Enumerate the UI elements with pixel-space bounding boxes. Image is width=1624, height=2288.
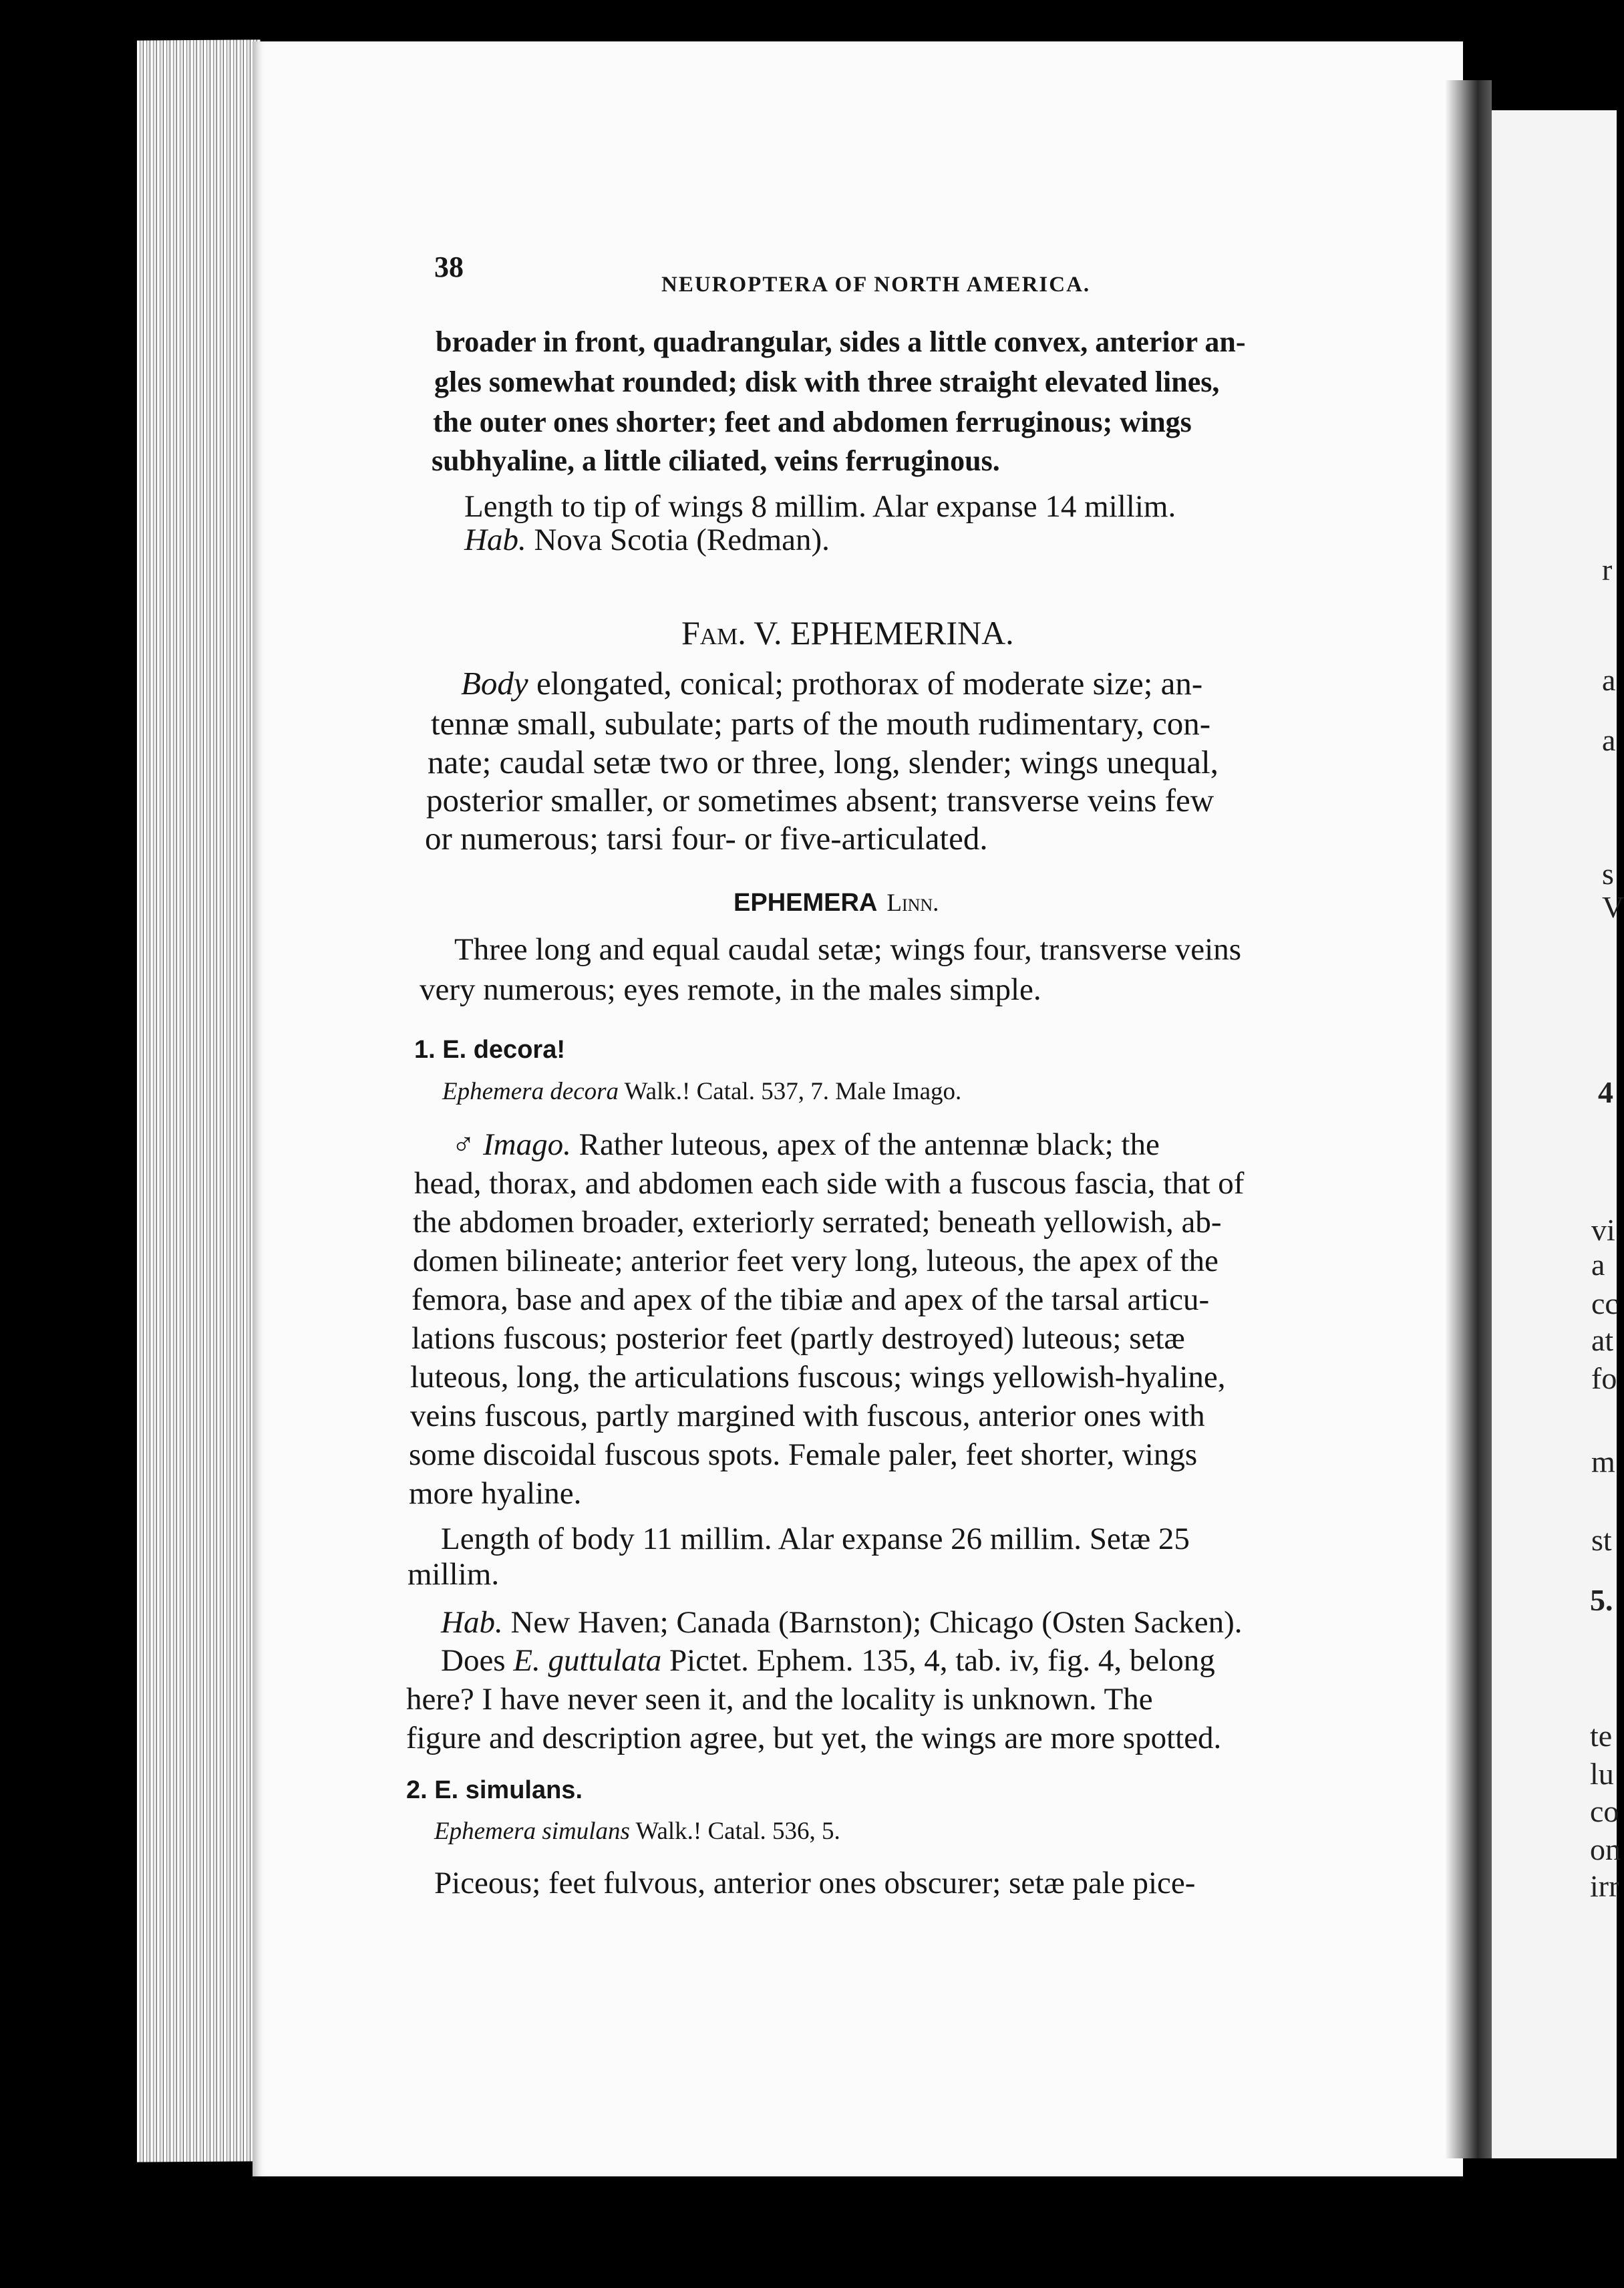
species-description-line: luteous, long, the articulations fuscous; wings yellowish-hyaline, <box>410 1360 1226 1395</box>
habitat-label: Hab. <box>464 523 526 557</box>
family-heading: Fam. V. EPHEMERINA. <box>681 614 1014 652</box>
synonym-name: Ephemera simulans <box>434 1818 630 1845</box>
page-number: 38 <box>434 251 464 283</box>
facing-fragment: V <box>1602 890 1624 924</box>
male-symbol: ♂ <box>452 1127 483 1162</box>
facing-fragment: vi <box>1591 1213 1615 1247</box>
facing-fragment: cc <box>1591 1286 1619 1320</box>
genus-author: Linn. <box>886 889 939 917</box>
facing-fragment: 4 <box>1598 1075 1613 1109</box>
facing-fragment: r <box>1602 553 1613 587</box>
family-line-text: elongated, conical; prothorax of moderate size; an- <box>528 665 1203 702</box>
species-description-line <box>452 1129 1160 1161</box>
intro-habitat <box>464 525 830 556</box>
facing-fragment: 5. <box>1590 1583 1613 1617</box>
family-line: nate; caudal setæ two or three, long, slender; wings unequal, <box>428 744 1219 780</box>
facing-fragment: a <box>1602 723 1616 757</box>
family-line: posterior smaller, or sometimes absent; transverse veins few <box>426 782 1214 819</box>
species-description-line: some discoidal fuscous spots. Female paler, feet shorter, wings <box>409 1437 1198 1472</box>
facing-fragment: a <box>1591 1248 1605 1282</box>
facing-fragment: lu <box>1590 1757 1614 1791</box>
synonym-name: Ephemera decora <box>442 1078 619 1105</box>
species-description-line: domen bilineate; anterior feet very long, luteous, the apex of the <box>413 1244 1219 1278</box>
body-label: Body <box>461 665 528 702</box>
species-description-line: veins fuscous, partly margined with fuscous, anterior ones with <box>410 1399 1205 1433</box>
species-note: here? I have never seen it, and the locality is unknown. The <box>406 1682 1153 1717</box>
species-heading: 1. E. decora! <box>414 1036 565 1064</box>
species-description-line: head, thorax, and abdomen each side with a fuscous fascia, that of <box>414 1166 1245 1201</box>
intro-line: the outer ones shorter; feet and abdomen ferruginous; wings <box>433 406 1192 438</box>
imago-label: Imago. <box>483 1127 571 1162</box>
species-description-line: more hyaline. <box>409 1476 582 1511</box>
facing-fragment: st <box>1591 1523 1612 1557</box>
facing-fragment: at <box>1591 1323 1614 1357</box>
facing-fragment: te <box>1590 1719 1613 1753</box>
species-note <box>441 1645 1215 1677</box>
species-length: Length of body 11 millim. Alar expanse 26 millim. Setæ 25 <box>441 1522 1190 1556</box>
synonym-ref: Walk.! Catal. 537, 7. Male Imago. <box>619 1078 962 1105</box>
species-synonym <box>434 1819 840 1844</box>
note-text: Pictet. Ephem. 135, 4, tab. iv, fig. 4, belong <box>661 1643 1215 1678</box>
note-text: Does <box>441 1643 514 1678</box>
genus-name: EPHEMERA <box>734 889 878 917</box>
genus-line: very numerous; eyes remote, in the males simple. <box>420 972 1041 1007</box>
species-description-line: lations fuscous; posterior feet (partly destroyed) luteous; setæ <box>412 1321 1185 1356</box>
species-habitat <box>441 1607 1242 1638</box>
facing-fragment: on <box>1590 1832 1621 1866</box>
genus-line: Three long and equal caudal setæ; wings four, transverse veins <box>454 932 1241 967</box>
facing-fragment: a <box>1602 663 1616 697</box>
note-species: E. guttulata <box>513 1643 662 1678</box>
intro-line: broader in front, quadrangular, sides a little convex, anterior an- <box>436 325 1246 358</box>
intro-line: subhyaline, a little ciliated, veins ferruginous. <box>432 444 1000 477</box>
family-line <box>461 667 1202 700</box>
species-heading: 2. E. simulans. <box>406 1776 583 1804</box>
habitat-label: Hab. <box>441 1605 503 1640</box>
habitat-text: New Haven; Canada (Barnston); Chicago (Osten Sacken). <box>502 1605 1243 1640</box>
species-description-line: Piceous; feet fulvous, anterior ones obscurer; setæ pale pice- <box>434 1866 1196 1900</box>
book-gutter <box>1445 80 1492 2158</box>
species-note: figure and description agree, but yet, the wings are more spotted. <box>406 1721 1222 1755</box>
running-title: NEUROPTERA OF NORTH AMERICA. <box>661 273 1091 297</box>
species-length: millim. <box>408 1557 500 1592</box>
species-synonym <box>442 1079 961 1104</box>
genus-heading <box>734 885 939 917</box>
intro-line: gles somewhat rounded; disk with three straight elevated lines, <box>434 366 1220 398</box>
species-description-line: the abdomen broader, exteriorly serrated; beneath yellowish, ab- <box>413 1205 1222 1240</box>
species-description-line: femora, base and apex of the tibiæ and apex of the tarsal articu- <box>412 1282 1210 1317</box>
facing-fragment: s <box>1602 857 1614 891</box>
family-line: or numerous; tarsi four- or five-articulated. <box>425 820 988 857</box>
intro-length: Length to tip of wings 8 millim. Alar expanse 14 millim. <box>464 489 1176 524</box>
facing-fragment: co <box>1590 1794 1619 1828</box>
facing-fragment: fo <box>1591 1361 1617 1395</box>
description-text: Rather luteous, apex of the antennæ black; the <box>571 1127 1160 1162</box>
synonym-ref: Walk.! Catal. 536, 5. <box>629 1818 840 1845</box>
book-page <box>253 41 1463 2176</box>
page-edges-stack <box>137 39 261 2162</box>
facing-fragment: irr <box>1590 1869 1619 1903</box>
habitat-text: Nova Scotia (Redman). <box>526 523 830 557</box>
facing-fragment: m <box>1591 1445 1615 1479</box>
family-line: tennæ small, subulate; parts of the mouth rudimentary, con- <box>431 705 1211 742</box>
